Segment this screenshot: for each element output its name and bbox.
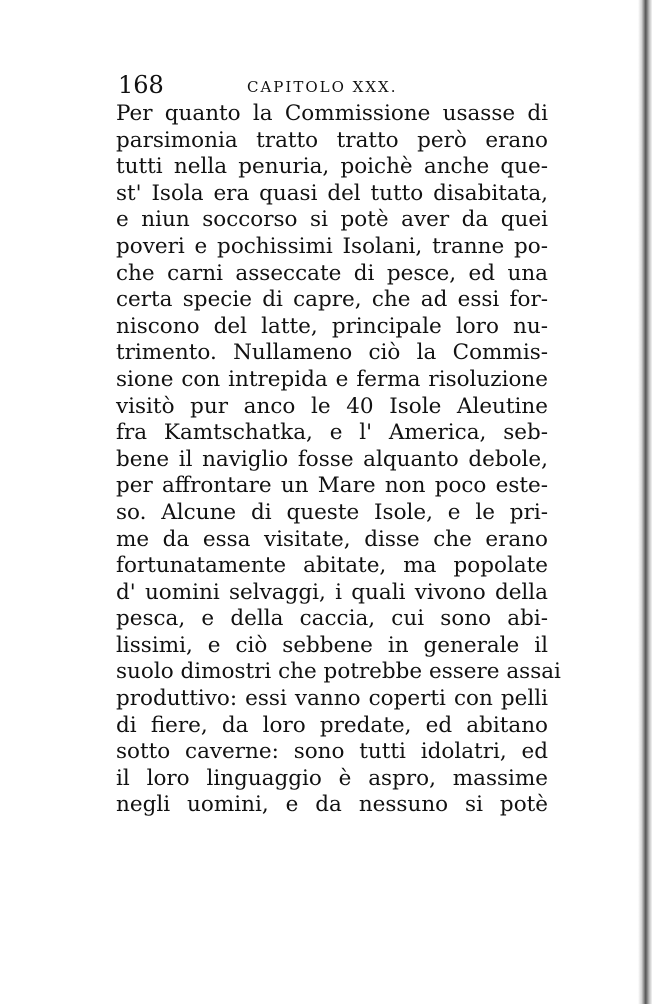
text-line: certa specie di capre, che ad essi for- xyxy=(116,287,548,313)
text-line: sotto caverne: sono tutti idolatri, ed xyxy=(116,739,548,765)
text-line: per affrontare un Mare non poco este- xyxy=(116,473,548,499)
text-line: negli uomini, e da nessuno si potè xyxy=(116,792,548,818)
text-line: sione con intrepida e ferma risoluzione xyxy=(116,366,548,392)
text-line: d' uomini selvaggi, i quali vivono della xyxy=(116,579,548,605)
text-line: fortunatamente abitate, ma popolate xyxy=(116,553,548,579)
page-header xyxy=(118,70,548,100)
text-line: parsimonia tratto tratto però erano xyxy=(116,127,548,153)
text-line: che carni asseccate di pesce, ed una xyxy=(116,260,548,286)
text-line: suolo dimostri che potrebbe essere assai xyxy=(116,659,561,685)
text-line: st' Isola era quasi del tutto disabitata, xyxy=(116,180,548,206)
text-line: pesca, e della caccia, cui sono abi- xyxy=(116,606,548,632)
text-line: trimento. Nullameno ciò la Commis- xyxy=(116,340,548,366)
text-line: di fiere, da loro predate, ed abitano xyxy=(116,712,548,738)
text-line: fra Kamtschatka, e l' America, seb- xyxy=(116,420,548,446)
chapter-heading: CAPITOLO XXX. xyxy=(247,78,398,96)
page-edge-shadow xyxy=(638,0,652,1004)
text-line: poveri e pochissimi Isolani, tranne po- xyxy=(116,233,548,259)
text-line: niscono del latte, principale loro nu- xyxy=(116,313,548,339)
text-line: il loro linguaggio è aspro, massime xyxy=(116,765,548,791)
text-line: tutti nella penuria, poichè anche que- xyxy=(116,154,548,180)
text-line: visitò pur anco le 40 Isole Aleutine xyxy=(116,393,548,419)
text-line: so. Alcune di queste Isole, e le pri- xyxy=(116,499,548,525)
page-number: 168 xyxy=(118,71,164,99)
text-line: produttivo: essi vanno coperti con pelli xyxy=(116,686,548,712)
text-line: e niun soccorso si potè aver da quei xyxy=(116,207,548,233)
text-line: bene il naviglio fosse alquanto debole, xyxy=(116,446,548,472)
text-line: me da essa visitate, disse che erano xyxy=(116,526,548,552)
text-line: lissimi, e ciò sebbene in generale il xyxy=(116,632,548,658)
body-text xyxy=(116,101,561,819)
text-line: Per quanto la Commissione usasse di xyxy=(116,101,548,126)
